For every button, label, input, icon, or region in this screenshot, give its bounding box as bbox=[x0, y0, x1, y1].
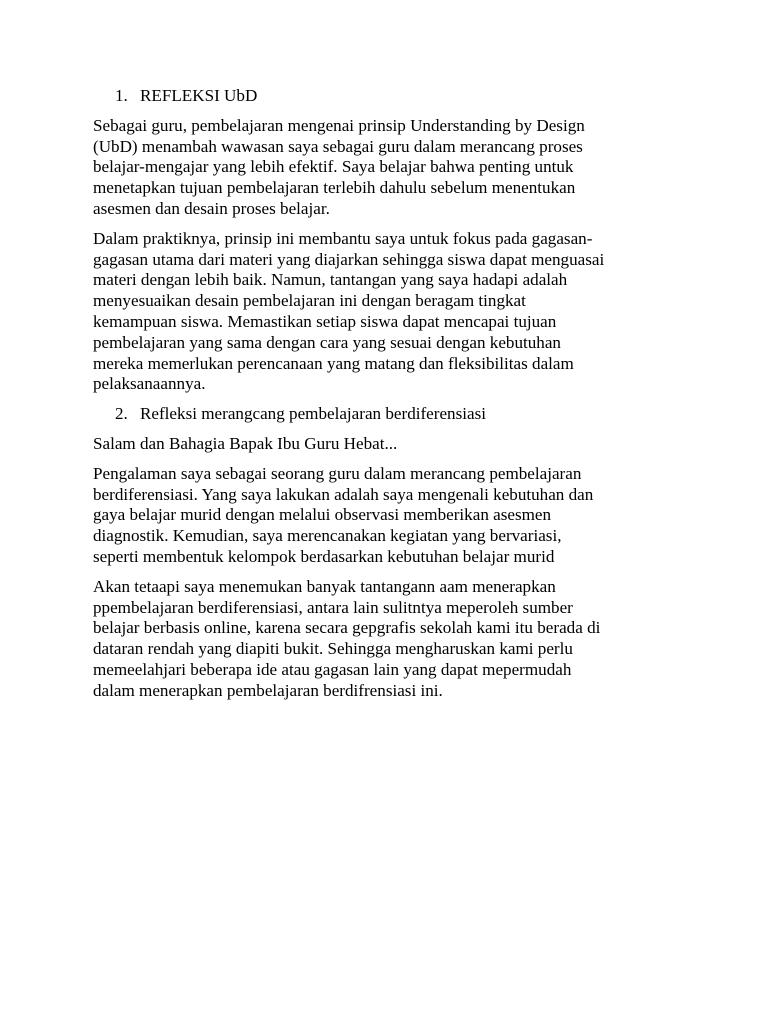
text-line: dalam menerapkan pembelajaran berdifrensiasi ini. bbox=[93, 680, 443, 700]
text-line: berdiferensiasi. Yang saya lakukan adalah saya mengenali kebutuhan dan bbox=[93, 484, 594, 504]
text-line: pelaksanaannya. bbox=[93, 374, 206, 394]
text-line: Pengalaman saya sebagai seorang guru dalam merancang pembelajaran bbox=[93, 463, 582, 483]
section-heading-refleksi-diferensiasi bbox=[93, 404, 683, 425]
text-line: belajar berbasis online, karena secara gepgrafis sekolah kami itu berada di bbox=[93, 618, 601, 638]
text-line: menetapkan tujuan pembelajaran terlebih dahulu sebelum menentukan bbox=[93, 178, 576, 198]
paragraph-diferensiasi-challenges bbox=[93, 577, 683, 702]
paragraph-ubd-intro bbox=[93, 116, 683, 220]
text-line: asesmen dan desain proses belajar. bbox=[93, 198, 330, 218]
section-title: Refleksi merangcang pembelajaran berdiferensiasi bbox=[140, 404, 486, 424]
text-line: ppembelajaran berdiferensiasi, antara lain sulitntya meperoleh sumber bbox=[93, 597, 573, 617]
text-line: mereka memerlukan perencanaan yang matang dan fleksibilitas dalam bbox=[93, 353, 574, 373]
text-line: materi dengan lebih baik. Namun, tantangan yang saya hadapi adalah bbox=[93, 270, 568, 290]
text-line: memeelahjari beberapa ide atau gagasan lain yang dapat mepermudah bbox=[93, 659, 572, 679]
text-line: Akan tetaapi saya menemukan banyak tantangann aam menerapkan bbox=[93, 576, 556, 596]
paragraph-ubd-practice bbox=[93, 229, 683, 395]
document-page bbox=[93, 86, 683, 711]
text-line: kemampuan siswa. Memastikan setiap siswa dapat mencapai tujuan bbox=[93, 311, 557, 331]
text-line: Sebagai guru, pembelajaran mengenai prinsip Understanding by Design bbox=[93, 115, 585, 135]
text-line: pembelajaran yang sama dengan cara yang sesuai dengan kebutuhan bbox=[93, 332, 561, 352]
text-line: seperti membentuk kelompok berdasarkan kebutuhan belajar murid bbox=[93, 546, 555, 566]
paragraph-diferensiasi-experience bbox=[93, 464, 683, 568]
list-number: 2. bbox=[115, 404, 128, 424]
greeting-line: Salam dan Bahagia Bapak Ibu Guru Hebat... bbox=[93, 433, 398, 453]
text-line: gaya belajar murid dengan melalui observasi memberikan asesmen bbox=[93, 505, 552, 525]
text-line: menyesuaikan desain pembelajaran ini dengan beragam tingkat bbox=[93, 291, 526, 311]
text-line: gagasan utama dari materi yang diajarkan sehingga siswa dapat menguasai bbox=[93, 249, 605, 269]
list-number: 1. bbox=[115, 86, 128, 105]
text-line: (UbD) menambah wawasan saya sebagai guru dalam merancang proses bbox=[93, 136, 583, 156]
section-title: REFLEKSI UbD bbox=[140, 86, 258, 105]
text-line: Dalam praktiknya, prinsip ini membantu saya untuk fokus pada gagasan- bbox=[93, 228, 593, 248]
text-line: belajar-mengajar yang lebih efektif. Saya belajar bahwa penting untuk bbox=[93, 157, 574, 177]
section-heading-refleksi-ubd bbox=[93, 86, 683, 107]
text-line: dataran rendah yang diapiti bukit. Sehingga mengharuskan kami perlu bbox=[93, 639, 573, 659]
text-line: diagnostik. Kemudian, saya merencanakan kegiatan yang bervariasi, bbox=[93, 526, 562, 546]
